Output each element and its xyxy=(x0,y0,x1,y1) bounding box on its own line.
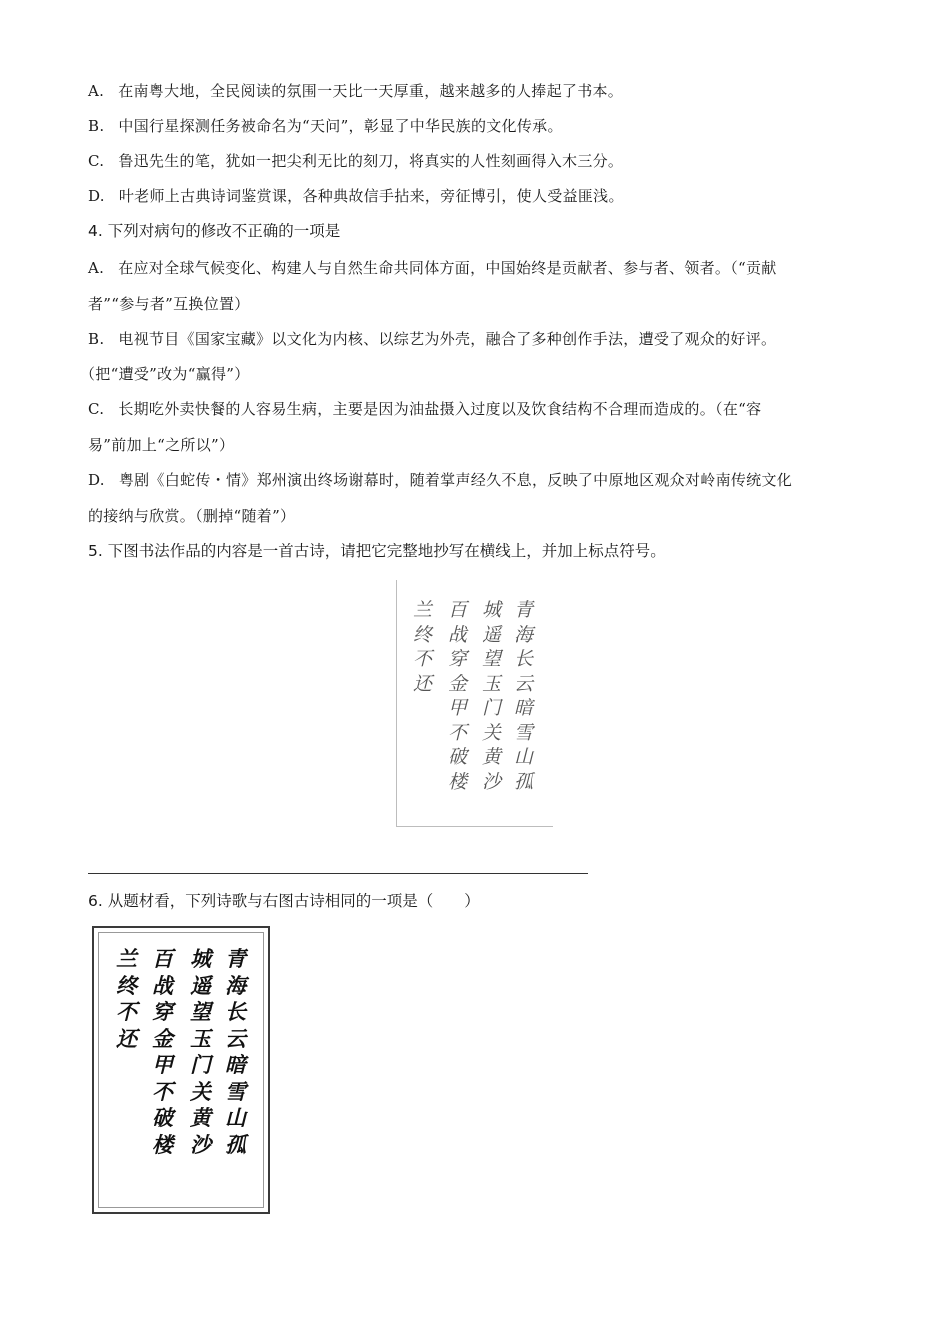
q4-option-c xyxy=(88,399,761,419)
calligraphy-column xyxy=(514,598,533,794)
q4-option-d-cont: 的接纳与欣赏。（删掉“随着”） xyxy=(88,507,296,525)
calligraphy-character: 黄 xyxy=(482,746,502,768)
calligraphy-character: 不 xyxy=(448,721,468,744)
calligraphy-character: 玉 xyxy=(190,1025,211,1051)
q6-stem: 6. 从题材看，下列诗歌与右图古诗相同的一项是（ ） xyxy=(88,892,480,910)
q3-option-a xyxy=(88,81,623,101)
calligraphy-character: 终 xyxy=(116,972,137,998)
option-text: 粤剧《白蛇传・情》郑州演出终场谢幕时，随着掌声经久不息，反映了中原地区观众对岭南传统文化 xyxy=(118,471,793,489)
calligraphy-column xyxy=(152,946,173,1158)
option-text: 在南粤大地，全民阅读的氛围一天比一天厚重，越来越多的人捧起了书本。 xyxy=(118,82,624,100)
calligraphy-character: 还 xyxy=(413,672,433,695)
calligraphy-character: 穿 xyxy=(152,999,173,1024)
calligraphy-character: 关 xyxy=(190,1078,211,1104)
q3-option-b xyxy=(88,116,563,136)
calligraphy-character: 百 xyxy=(448,599,468,621)
q4-option-b-cont: （把“遭受”改为“赢得”） xyxy=(80,365,250,383)
calligraphy-character: 还 xyxy=(116,1025,137,1051)
calligraphy-character: 不 xyxy=(413,648,433,670)
calligraphy-character: 兰 xyxy=(116,946,137,971)
q4-option-d xyxy=(88,470,792,490)
calligraphy-image-large xyxy=(396,580,553,827)
calligraphy-character: 甲 xyxy=(448,697,468,719)
calligraphy-character: 玉 xyxy=(482,672,502,695)
option-label: C. xyxy=(88,400,105,418)
q4-stem: 4. 下列对病句的修改不正确的一项是 xyxy=(88,222,341,240)
calligraphy-character: 门 xyxy=(190,1052,211,1077)
answer-line[interactable] xyxy=(88,873,588,874)
calligraphy-character: 破 xyxy=(448,746,468,768)
calligraphy-character: 城 xyxy=(482,599,502,621)
calligraphy-character: 暗 xyxy=(225,1052,246,1077)
calligraphy-column xyxy=(448,598,467,794)
calligraphy-character: 沙 xyxy=(190,1131,211,1157)
calligraphy-column xyxy=(413,598,432,696)
q4-option-a-cont: 者”“参与者”互换位置） xyxy=(88,295,250,313)
calligraphy-character: 长 xyxy=(225,999,246,1024)
option-label: B. xyxy=(88,117,105,135)
calligraphy-character: 暗 xyxy=(514,697,534,719)
calligraphy-character: 战 xyxy=(152,972,173,998)
q4-option-c-cont: 易”前加上“之所以”） xyxy=(88,436,235,454)
calligraphy-character: 山 xyxy=(225,1105,246,1130)
calligraphy-character: 金 xyxy=(448,672,468,695)
calligraphy-character: 甲 xyxy=(152,1052,173,1077)
calligraphy-character: 不 xyxy=(116,999,137,1024)
calligraphy-character: 长 xyxy=(514,648,534,670)
calligraphy-character: 战 xyxy=(448,623,468,646)
option-text: 鲁迅先生的笔，犹如一把尖利无比的刻刀，将真实的人性刻画得入木三分。 xyxy=(118,152,624,170)
calligraphy-character: 城 xyxy=(190,946,211,971)
calligraphy-character: 望 xyxy=(482,648,502,670)
q4-option-b xyxy=(88,329,776,349)
calligraphy-character: 孤 xyxy=(514,770,534,793)
calligraphy-character: 雪 xyxy=(514,721,534,744)
calligraphy-character: 终 xyxy=(413,623,433,646)
calligraphy-character: 孤 xyxy=(225,1131,246,1157)
option-text: 叶老师上古典诗词鉴赏课，各种典故信手拈来，旁征博引，使人受益匪浅。 xyxy=(118,187,624,205)
calligraphy-image-small xyxy=(92,926,270,1214)
option-text: 电视节目《国家宝藏》以文化为内核、以综艺为外壳，融合了多种创作手法，遭受了观众的好评。 xyxy=(118,330,777,348)
calligraphy-character: 沙 xyxy=(482,770,502,793)
calligraphy-character: 遥 xyxy=(190,972,211,998)
calligraphy-character: 雪 xyxy=(225,1078,246,1104)
calligraphy-column xyxy=(190,946,211,1158)
calligraphy-character: 关 xyxy=(482,721,502,744)
option-label: A. xyxy=(88,259,105,277)
q3-option-c xyxy=(88,151,623,171)
calligraphy-character: 门 xyxy=(482,697,502,719)
calligraphy-character: 破 xyxy=(152,1105,173,1130)
calligraphy-character: 遥 xyxy=(482,623,502,646)
calligraphy-character: 海 xyxy=(225,972,246,998)
calligraphy-character: 望 xyxy=(190,999,211,1024)
calligraphy-character: 楼 xyxy=(152,1131,173,1157)
option-label: A. xyxy=(88,82,105,100)
calligraphy-character: 海 xyxy=(514,623,534,646)
calligraphy-column xyxy=(116,946,137,1052)
calligraphy-column xyxy=(482,598,501,794)
calligraphy-character: 不 xyxy=(152,1078,173,1104)
calligraphy-character: 穿 xyxy=(448,648,468,670)
option-text: 中国行星探测任务被命名为“天问”，彰显了中华民族的文化传承。 xyxy=(118,117,563,135)
calligraphy-character: 兰 xyxy=(413,599,433,621)
option-label: D. xyxy=(88,187,105,205)
calligraphy-character: 云 xyxy=(514,672,534,695)
option-label: B. xyxy=(88,330,105,348)
option-text: 长期吃外卖快餐的人容易生病，主要是因为油盐摄入过度以及饮食结构不合理而造成的。（在“容 xyxy=(118,400,762,418)
q4-option-a xyxy=(88,258,777,278)
q3-option-d xyxy=(88,186,624,206)
option-text: 在应对全球气候变化、构建人与自然生命共同体方面，中国始终是贡献者、参与者、领者。（“贡献 xyxy=(118,259,777,277)
q5-stem: 5. 下图书法作品的内容是一首古诗，请把它完整地抄写在横线上，并加上标点符号。 xyxy=(88,542,666,560)
calligraphy-character: 云 xyxy=(225,1025,246,1051)
calligraphy-character: 百 xyxy=(152,946,173,971)
calligraphy-character: 青 xyxy=(225,946,246,971)
calligraphy-column xyxy=(225,946,246,1158)
option-label: D. xyxy=(88,471,105,489)
option-label: C. xyxy=(88,152,105,170)
calligraphy-character: 山 xyxy=(514,746,534,768)
calligraphy-character: 黄 xyxy=(190,1105,211,1130)
calligraphy-character: 青 xyxy=(514,599,534,621)
calligraphy-character: 楼 xyxy=(448,770,468,793)
calligraphy-character: 金 xyxy=(152,1025,173,1051)
